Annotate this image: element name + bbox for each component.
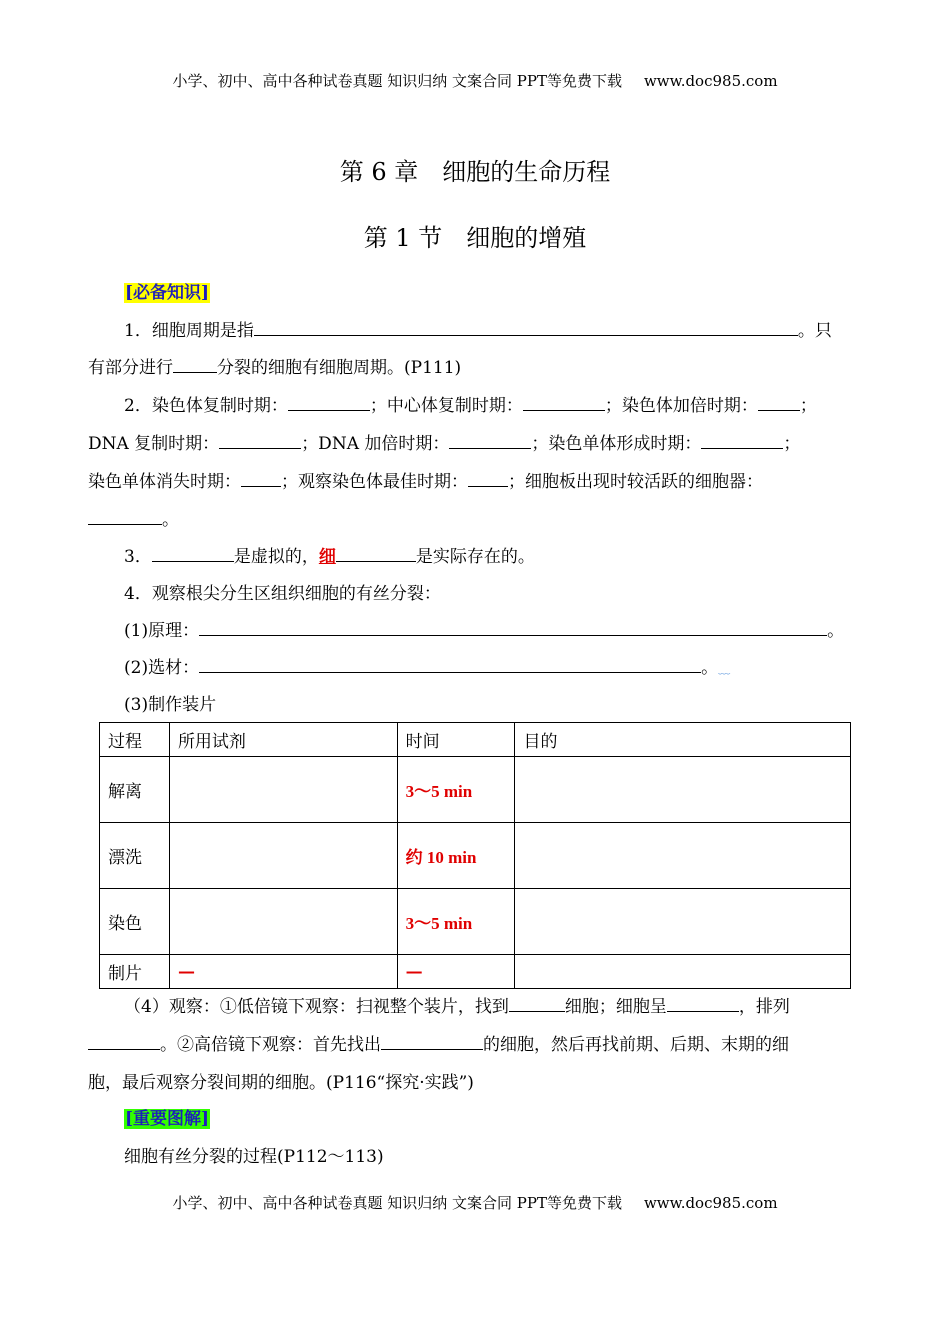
q4-principle-line — [124, 616, 844, 641]
table-header-row — [100, 723, 851, 757]
step-cell: 制片 — [100, 955, 170, 989]
q2-text-e: DNA 复制时期： — [88, 434, 220, 454]
q1-text-a: 1．细胞周期是指 — [124, 321, 254, 341]
squiggle-mark: ﹏ — [718, 662, 731, 676]
q2-blank-1[interactable] — [288, 396, 370, 411]
q3-text-b: 是虚拟的， — [233, 547, 319, 567]
q2-line1 — [124, 391, 817, 416]
q4-material-end: 。 — [701, 658, 719, 678]
q3-blank-2[interactable] — [336, 547, 416, 562]
q2-blank-4[interactable] — [219, 434, 301, 449]
table-header-cell: 所用试剂 — [169, 723, 397, 757]
reagent-cell[interactable] — [169, 823, 397, 889]
q1-text-b: 。只 — [797, 321, 832, 341]
purpose-cell[interactable] — [515, 823, 851, 889]
q4-4-blank-3[interactable] — [88, 1035, 160, 1050]
q4-4-line3: 胞，最后观察分裂间期的细胞。(P116“探究·实践”) — [88, 1073, 474, 1093]
q2-blank-7[interactable] — [241, 472, 281, 487]
purpose-cell[interactable] — [515, 757, 851, 823]
knowledge-tag: [必备知识] — [125, 283, 210, 303]
section-title: 第 1 节 细胞的增殖 — [363, 224, 587, 252]
q2-text-j: ；观察染色体最佳时期： — [281, 472, 468, 492]
q2-text-l: 。 — [162, 510, 179, 530]
footer-url[interactable]: www.doc985.com — [643, 1194, 778, 1212]
q4-principle-blank[interactable] — [199, 621, 827, 636]
q4-4-line2 — [88, 1030, 789, 1055]
table-row — [100, 823, 851, 889]
q3-text-c: 是实际存在的。 — [415, 547, 535, 567]
q4-principle-end: 。 — [827, 621, 845, 641]
reagent-cell[interactable] — [169, 889, 397, 955]
q4-material-line — [124, 653, 730, 678]
q2-line4 — [88, 505, 179, 530]
purpose-cell[interactable] — [515, 889, 851, 955]
q4-title: 4．观察根尖分生区组织细胞的有丝分裂： — [124, 584, 441, 604]
reagent-cell[interactable] — [169, 757, 397, 823]
q1-text-c: 有部分进行 — [88, 358, 173, 378]
q3-text-a: 3． — [124, 547, 152, 567]
q2-blank-2[interactable] — [523, 396, 605, 411]
diagram-caption: 细胞有丝分裂的过程(P112～113) — [124, 1147, 384, 1167]
table-row — [100, 889, 851, 955]
q2-text-c: ；染色体加倍时期： — [604, 396, 758, 416]
q3-red-mark: 细 — [318, 547, 336, 567]
time-cell: 约 10 min — [397, 823, 515, 889]
table-header-cell: 过程 — [100, 723, 170, 757]
chapter-title: 第 6 章 细胞的生命历程 — [339, 158, 611, 186]
q4-4-text-e: 的细胞，然后再找前期、后期、末期的细 — [483, 1035, 789, 1055]
q2-text-g: ；染色单体形成时期： — [531, 434, 702, 454]
step-cell: 染色 — [100, 889, 170, 955]
q2-text-a: 2．染色体复制时期： — [124, 396, 288, 416]
q4-4-text-b: 细胞；细胞呈 — [564, 997, 667, 1017]
time-cell: 3～5 min — [397, 757, 515, 823]
q2-blank-8[interactable] — [468, 472, 508, 487]
purpose-cell[interactable] — [515, 955, 851, 989]
q2-text-b: ；中心体复制时期： — [369, 396, 523, 416]
page-footer — [0, 1192, 950, 1213]
q2-text-f: ；DNA 加倍时期： — [301, 434, 450, 454]
q4-4-text-d: 。②高倍镜下观察：首先找出 — [160, 1035, 381, 1055]
q1-line1 — [124, 316, 832, 341]
table-header-cell: 时间 — [397, 723, 515, 757]
q3-line — [124, 542, 535, 567]
q4-4-blank-4[interactable] — [381, 1035, 483, 1050]
q2-line2 — [88, 429, 800, 454]
q4-material-label: (2)选材： — [124, 658, 200, 678]
procedure-table — [99, 722, 851, 989]
step-cell: 漂洗 — [100, 823, 170, 889]
q2-line3 — [88, 467, 763, 492]
table-header-cell: 目的 — [515, 723, 851, 757]
q3-blank-1[interactable] — [152, 547, 234, 562]
q4-4-blank-2[interactable] — [667, 997, 739, 1012]
header-url[interactable]: www.doc985.com — [643, 72, 778, 90]
time-cell: — — [397, 955, 515, 989]
q4-4-blank-1[interactable] — [509, 997, 565, 1012]
table-row — [100, 757, 851, 823]
table-row — [100, 955, 851, 989]
q4-principle-label: (1)原理： — [124, 621, 200, 641]
q4-4-text-a: （4）观察：①低倍镜下观察：扫视整个装片，找到 — [124, 997, 509, 1017]
header-text: 小学、初中、高中各种试卷真题 知识归纳 文案合同 PPT等免费下载 — [172, 72, 622, 90]
q1-blank-2[interactable] — [173, 358, 217, 373]
q1-text-d: 分裂的细胞有细胞周期。(P111) — [217, 358, 462, 378]
q2-blank-9[interactable] — [88, 510, 162, 525]
q4-4-line1 — [124, 992, 790, 1017]
q2-blank-3[interactable] — [758, 396, 800, 411]
q2-text-h: ； — [783, 434, 801, 454]
q2-text-k: ；细胞板出现时较活跃的细胞器： — [508, 472, 763, 492]
reagent-cell: — — [169, 955, 397, 989]
q2-blank-5[interactable] — [449, 434, 531, 449]
q4-4-text-c: ，排列 — [738, 997, 790, 1017]
q1-blank-1[interactable] — [254, 321, 798, 336]
footer-text: 小学、初中、高中各种试卷真题 知识归纳 文案合同 PPT等免费下载 — [172, 1194, 622, 1212]
q2-text-i: 染色单体消失时期： — [88, 472, 241, 492]
q2-text-d: ； — [799, 396, 817, 416]
time-cell: 3～5 min — [397, 889, 515, 955]
q4-material-blank[interactable] — [199, 658, 701, 673]
q1-line2 — [88, 353, 461, 378]
q4-slide-label: (3)制作装片 — [124, 695, 217, 715]
q2-blank-6[interactable] — [701, 434, 783, 449]
knowledge-tag-line — [124, 278, 210, 303]
diagram-tag-line — [124, 1104, 210, 1129]
diagram-tag: [重要图解] — [125, 1109, 210, 1129]
page-header — [0, 70, 950, 91]
step-cell: 解离 — [100, 757, 170, 823]
